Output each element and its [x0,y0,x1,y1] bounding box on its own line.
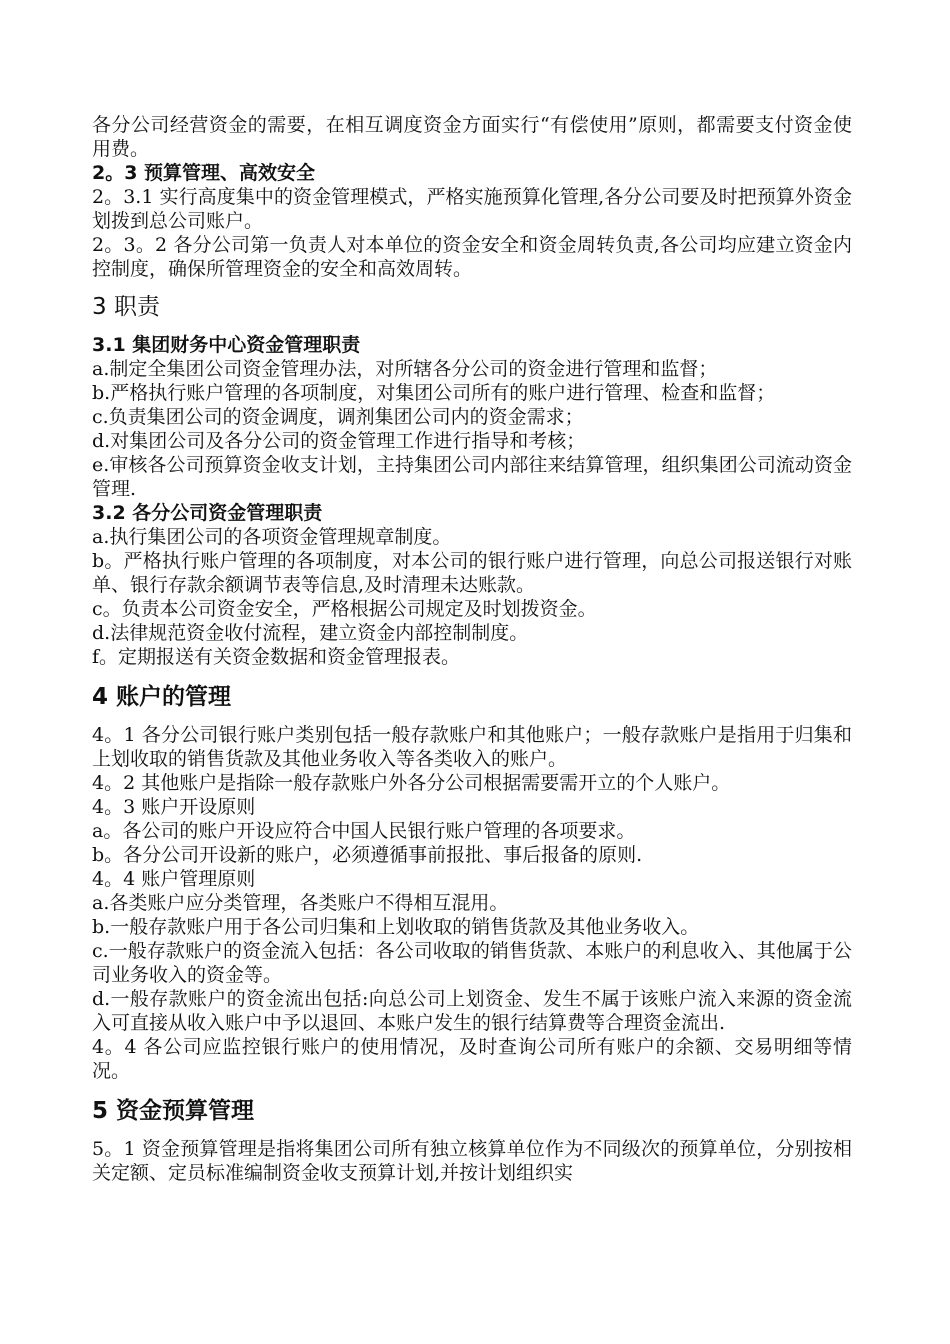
document-page [92,113,852,1185]
paragraph-4-3: 4。3 账户开设原则 [92,796,256,818]
paragraph-3-1-a: a.制定全集团公司资金管理办法，对所辖各分公司的资金进行管理和监督； [92,358,718,380]
paragraph-3-2-b: b。严格执行账户管理的各项制度，对本公司的银行账户进行管理，向总公司报送银行对账单、银行存款余额调节表等信息,及时清理未达账款。 [92,550,852,596]
paragraph-3-1-d: d.对集团公司及各分公司的资金管理工作进行指导和考核； [92,430,586,452]
heading-4-accounts: 4 账户的管理 [92,684,232,710]
paragraph-4-4-monitor: 4。4 各公司应监控银行账户的使用情况，及时查询公司所有账户的余额、交易明细等情况。 [92,1036,852,1082]
paragraph-3-1-c: c.负责集团公司的资金调度，调剂集团公司内的资金需求； [92,406,584,428]
paragraph-4-4-b: b.一般存款账户用于各公司归集和上划收取的销售货款及其他业务收入。 [92,916,700,938]
heading-3-duties: 3 职责 [92,294,160,320]
paragraph-5-1: 5。1 资金预算管理是指将集团公司所有独立核算单位作为不同级次的预算单位，分别按相关定额、定员标准编制资金收支预算计划,并按计划组织实 [92,1138,852,1184]
paragraph-funds-usage: 各分公司经营资金的需要，在相互调度资金方面实行“有偿使用”原则，都需要支付资金使用费。 [92,114,852,160]
heading-5-budget: 5 资金预算管理 [92,1098,255,1124]
heading-3-1: 3.1 集团财务中心资金管理职责 [92,334,361,356]
paragraph-4-4-a: a.各类账户应分类管理，各类账户不得相互混用。 [92,892,509,914]
paragraph-4-4-c: c.一般存款账户的资金流入包括：各公司收取的销售货款、本账户的利息收入、其他属于公司业务收入的资金等。 [92,940,852,986]
paragraph-2-3-2: 2。3。2 各分公司第一负责人对本单位的资金安全和资金周转负责,各公司均应建立资金内控制度，确保所管理资金的安全和高效周转。 [92,234,852,280]
paragraph-3-1-e: e.审核各公司预算资金收支计划，主持集团公司内部往来结算管理，组织集团公司流动资金管理. [92,454,852,500]
paragraph-3-1-b: b.严格执行账户管理的各项制度，对集团公司所有的账户进行管理、检查和监督； [92,382,776,404]
paragraph-3-2-f: f。定期报送有关资金数据和资金管理报表。 [92,646,461,668]
paragraph-4-3-b: b。各分公司开设新的账户，必须遵循事前报批、事后报备的原则. [92,844,643,866]
heading-3-2: 3.2 各分公司资金管理职责 [92,502,323,524]
paragraph-3-2-c: c。负责本公司资金安全，严格根据公司规定及时划拨资金。 [92,598,597,620]
paragraph-4-3-a: a。各公司的账户开设应符合中国人民银行账户管理的各项要求。 [92,820,636,842]
heading-2-3: 2。3 预算管理、高效安全 [92,162,316,184]
paragraph-2-3-1: 2。3.1 实行高度集中的资金管理模式，严格实施预算化管理,各分公司要及时把预算外资金划拨到总公司账户。 [92,186,852,232]
paragraph-4-4-d: d.一般存款账户的资金流出包括:向总公司上划资金、发生不属于该账户流入来源的资金流入可直接从收入账户中予以退回、本账户发生的银行结算费等合理资金流出. [92,988,852,1034]
paragraph-3-2-a: a.执行集团公司的各项资金管理规章制度。 [92,526,452,548]
paragraph-3-2-d: d.法律规范资金收付流程，建立资金内部控制制度。 [92,622,529,644]
paragraph-4-2: 4。2 其他账户是指除一般存款账户外各分公司根据需要需开立的个人账户。 [92,772,731,794]
paragraph-4-4: 4。4 账户管理原则 [92,868,256,890]
paragraph-4-1: 4。1 各分公司银行账户类别包括一般存款账户和其他账户；一般存款账户是指用于归集和上划收取的销售货款及其他业务收入等各类收入的账户。 [92,724,852,770]
